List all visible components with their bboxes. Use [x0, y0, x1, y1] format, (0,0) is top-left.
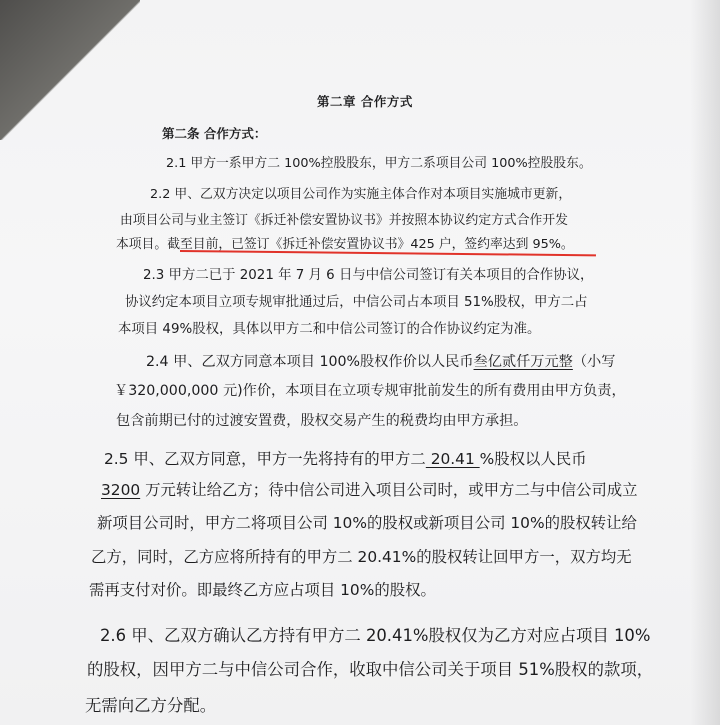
clause-2-4-paren: （小写: [572, 354, 616, 370]
clause-2-6-line-1: 2.6 甲、乙双方确认乙方持有甲方二 20.41%股权仅为乙方对应占项目 10%: [100, 626, 651, 645]
clause-2-5-line-3: 新项目公司时，甲方二将项目公司 10%的股权或新项目公司 10%的股权转让给: [97, 514, 637, 532]
clause-2-3-line-1: 2.3 甲方二已于 2021 年 7 月 6 日与中信公司签订有关本项目的合作协议，: [143, 268, 594, 283]
clause-2-5-line-2-rest: 万元转让给乙方；待中信公司进入项目公司时，或甲方二与中信公司成立: [140, 481, 638, 499]
price-in-words: 叁亿贰仟万元整: [473, 354, 573, 370]
clause-2-3-line-3: 本项目 49%股权，具体以甲方二和中信公司签订的合作协议约定为准。: [118, 322, 541, 337]
chapter-title: 第二章 合作方式: [317, 94, 413, 109]
signing-rate-statement: 截至目前，已签订《拆迁补偿安置协议书》425 户，签约率达到 95%。: [167, 237, 574, 252]
clause-2-2-line-1: 2.2 甲、乙双方决定以项目公司作为实施主体合作对本项目实施城市更新，: [150, 187, 572, 202]
article-title: 第二条 合作方式：: [162, 126, 267, 141]
clause-2-5-tail: %股权以人民币: [479, 450, 587, 468]
clause-2-6-line-3: 无需向乙方分配。: [85, 696, 217, 715]
clause-2-5-line-1: [104, 447, 587, 469]
share-percentage: 20.41: [425, 450, 480, 468]
clause-2-4-line-3: 包含前期已付的过渡安置费，股权交易产生的税费均由甲方承担。: [116, 413, 528, 429]
transfer-amount: 3200: [101, 481, 141, 499]
clause-2-2-line-3-start: 本项目。: [116, 237, 168, 252]
clause-2-4-line-1: [146, 351, 615, 371]
clause-2-1: 2.1 甲方一系甲方二 100%控股股东，甲方二系项目公司 100%控股股东。: [166, 156, 592, 171]
clause-2-5-line-2: [101, 478, 638, 500]
clause-2-5-line-4: 乙方，同时，乙方应将所持有的甲方二 20.41%的股权转让回甲方一，双方均无: [91, 548, 632, 566]
clause-2-4-line-2: ￥320,000,000 元)作价，本项目在立项专规审批前发生的所有费用由甲方负责，: [114, 383, 626, 399]
clause-2-6-line-2: 的股权，因甲方二与中信公司合作，收取中信公司关于项目 51%股权的款项，: [87, 660, 654, 679]
clause-2-5-line-5: 需再支付对价。即最终乙方应占项目 10%的股权。: [89, 581, 436, 599]
clause-2-3-line-2: 协议约定本项目立项专规审批通过后，中信公司占本项目 51%股权，甲方二占: [125, 295, 588, 310]
clause-2-5-lead: 2.5 甲、乙双方同意，甲方一先将持有的甲方二: [104, 450, 426, 468]
clause-2-4-lead: 2.4 甲、乙双方同意本项目 100%股权作价以人民币: [146, 354, 474, 370]
clause-2-2-line-2: 由项目公司与业主签订《拆迁补偿安置协议书》并按照本协议约定方式合作开发: [120, 213, 568, 228]
